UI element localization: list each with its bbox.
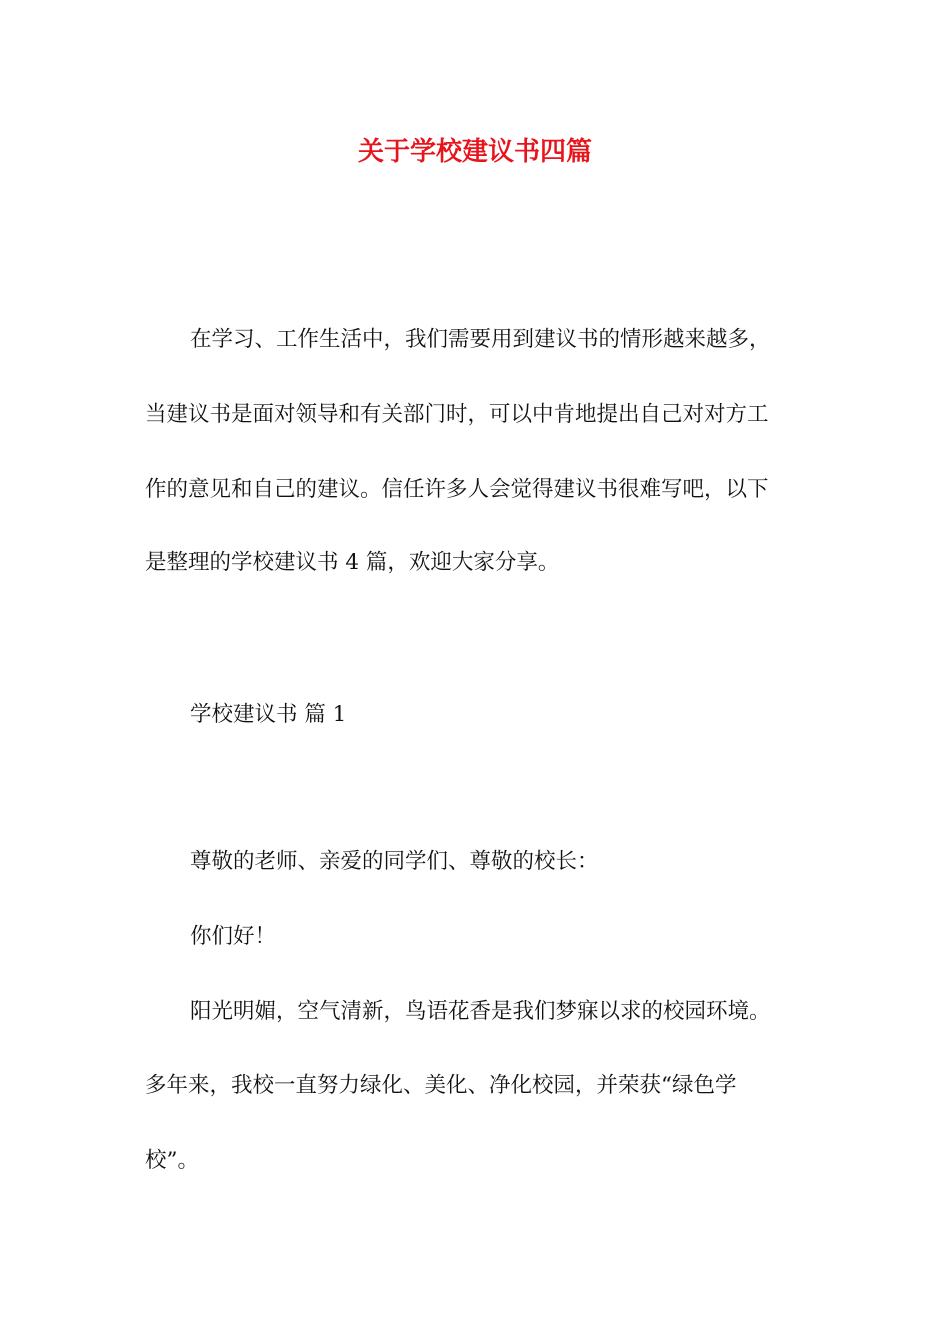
body-line-2: 多年来，我校一直努力绿化、美化、净化校园，并荣获“绿色学: [145, 1073, 737, 1098]
intro-line-2: 当建议书是面对领导和有关部门时，可以中肯地提出自己对对方工: [145, 402, 769, 427]
body-line-3: 校”。: [145, 1148, 199, 1173]
section-heading: 学校建议书 篇 1: [190, 702, 347, 727]
greeting: 你们好！: [190, 924, 277, 949]
intro-line-3: 作的意见和自己的建议。信任许多人会觉得建议书很难写吧，以下: [145, 477, 769, 502]
intro-line-4: 是整理的学校建议书 4 篇，欢迎大家分享。: [145, 550, 560, 575]
salutation: 尊敬的老师、亲爱的同学们、尊敬的校长：: [190, 849, 599, 874]
intro-line-1: 在学习、工作生活中，我们需要用到建议书的情形越来越多，: [190, 327, 771, 352]
document-title: 关于学校建议书四篇: [357, 137, 592, 167]
body-line-1: 阳光明媚，空气清新，鸟语花香是我们梦寐以求的校园环境。: [190, 999, 771, 1024]
